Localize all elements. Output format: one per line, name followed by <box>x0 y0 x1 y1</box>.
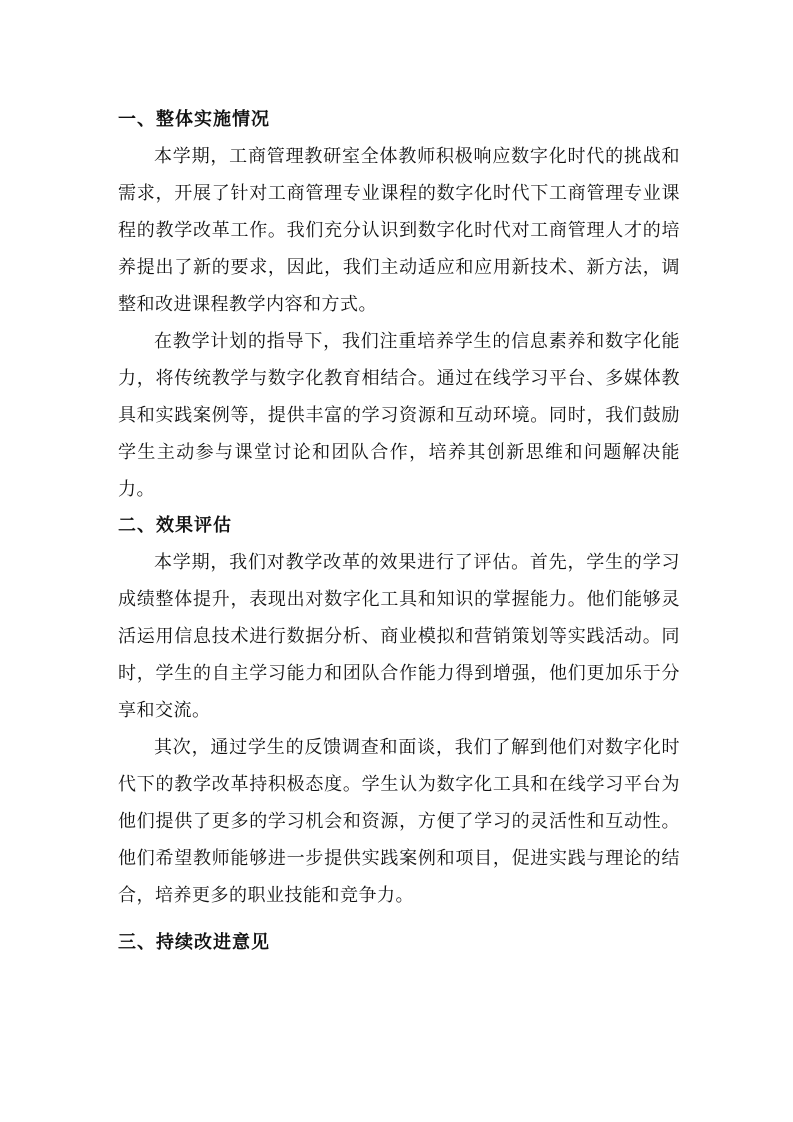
section-heading-improvement: 三、持续改进意见 <box>118 932 270 953</box>
paragraph: 在教学计划的指导下，我们注重培养学生的信息素养和数字化能力，将传统教学与数字化教育相结合。通过在线学习平台、多媒体教具和实践案例等，提供丰富的学习资源和互动环境。同时，我们鼓励学生主动参与课堂讨论和团队合作，培养其创新思维和问题解决能力。 <box>118 331 680 500</box>
section-heading-implementation: 一、整体实施情况 <box>118 109 270 130</box>
paragraph: 其次，通过学生的反馈调查和面谈，我们了解到他们对数字化时代下的教学改革持积极态度。学生认为数字化工具和在线学习平台为他们提供了更多的学习机会和资源，方便了学习的灵活性和互动性。他们希望教师能够进一步提供实践案例和项目，促进实践与理论的结合，培养更多的职业技能和竞争力。 <box>118 737 680 906</box>
section-heading-evaluation: 二、效果评估 <box>118 515 232 536</box>
document-body <box>118 102 680 961</box>
paragraph: 本学期，工商管理教研室全体教师积极响应数字化时代的挑战和需求，开展了针对工商管理专业课程的数字化时代下工商管理专业课程的教学改革工作。我们充分认识到数字化时代对工商管理人才的培养提出了新的要求，因此，我们主动适应和应用新技术、新方法，调整和改进课程教学内容和方式。 <box>118 146 680 315</box>
paragraph: 本学期，我们对教学改革的效果进行了评估。首先，学生的学习成绩整体提升，表现出对数字化工具和知识的掌握能力。他们能够灵活运用信息技术进行数据分析、商业模拟和营销策划等实践活动。同时，学生的自主学习能力和团队合作能力得到增强，他们更加乐于分享和交流。 <box>118 552 680 721</box>
